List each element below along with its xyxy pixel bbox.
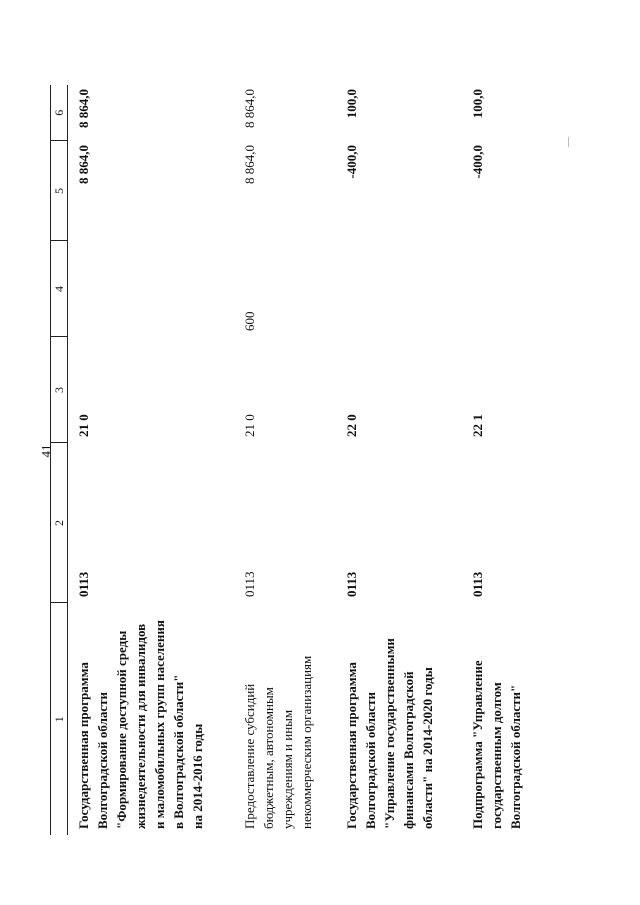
- expense-type-cell: [68, 241, 235, 337]
- total-amount-cell: 100,0: [470, 89, 485, 119]
- name-line: и маломобильных групп населения: [152, 620, 167, 829]
- change-amount-cell: 8 864,0: [76, 145, 91, 184]
- target-article-cell: 22 1: [470, 414, 485, 437]
- change-amount-cell: -400,0: [470, 145, 485, 179]
- name-line: Подпрограмма "Управление: [470, 660, 485, 829]
- target-article-cell: 22 0: [344, 414, 359, 437]
- header-cell: 2: [51, 443, 68, 603]
- name-line: на 2014-2016 годы: [190, 723, 205, 829]
- expense-type-cell: [462, 241, 608, 337]
- table-row: [234, 85, 336, 835]
- total-amount-cell: 8 864,0: [76, 89, 91, 128]
- target-article-cell: 21 0: [242, 414, 257, 437]
- header-cell: 5: [51, 141, 68, 241]
- section-cell: 0113: [344, 571, 359, 597]
- scan-mark: [568, 137, 569, 147]
- table-row: [336, 85, 462, 835]
- total-amount-cell: 8 864,0: [242, 89, 257, 128]
- total-amount-cell: 100,0: [344, 89, 359, 119]
- name-line: Государственная программа: [76, 662, 91, 829]
- change-amount-cell: -400,0: [344, 145, 359, 179]
- name-line: жизнедеятельности для инвалидов: [133, 623, 148, 829]
- item-name-cell: [234, 603, 336, 835]
- header-row: [51, 85, 68, 835]
- name-line: некоммерческим организациям: [299, 655, 314, 829]
- section-cell: 0113: [470, 571, 485, 597]
- table-row: [462, 85, 608, 835]
- expense-type-cell: 600: [242, 311, 257, 331]
- name-line: "Управление государственными: [382, 638, 397, 829]
- change-amount-cell: 8 864,0: [242, 145, 257, 184]
- item-name-cell: [68, 603, 235, 835]
- item-name-cell: [462, 603, 608, 835]
- name-line: Предоставление субсидий: [242, 683, 257, 829]
- name-line: государственным долгом: [489, 682, 504, 829]
- name-line: учреждениям и иным: [280, 709, 295, 829]
- name-line: Государственная программа: [344, 662, 359, 829]
- section-cell: 0113: [76, 571, 91, 597]
- item-name-cell: [336, 603, 462, 835]
- name-line: бюджетным, автономным: [261, 687, 276, 829]
- header-cell: 4: [51, 241, 68, 337]
- section-cell: 0113: [242, 571, 257, 597]
- name-line: Волгоградской области: [95, 691, 110, 829]
- name-line: финансами Волгоградской: [401, 671, 416, 829]
- header-cell: 1: [51, 603, 68, 835]
- name-line: в Волгоградской области": [171, 674, 186, 829]
- expense-type-cell: [336, 241, 462, 337]
- header-cell: 6: [51, 85, 68, 141]
- name-line: Волгоградской области": [508, 684, 523, 829]
- budget-table: [50, 85, 608, 835]
- name-line: области" на 2014-2020 годы: [420, 667, 435, 829]
- table-row: [68, 85, 235, 835]
- target-article-cell: 21 0: [76, 414, 91, 437]
- name-line: Волгоградской области: [363, 691, 378, 829]
- page-number: 41: [38, 444, 54, 458]
- name-line: "Формирование доступной среды: [114, 630, 129, 829]
- rotated-table-container: [50, 85, 605, 835]
- header-cell: 3: [51, 337, 68, 443]
